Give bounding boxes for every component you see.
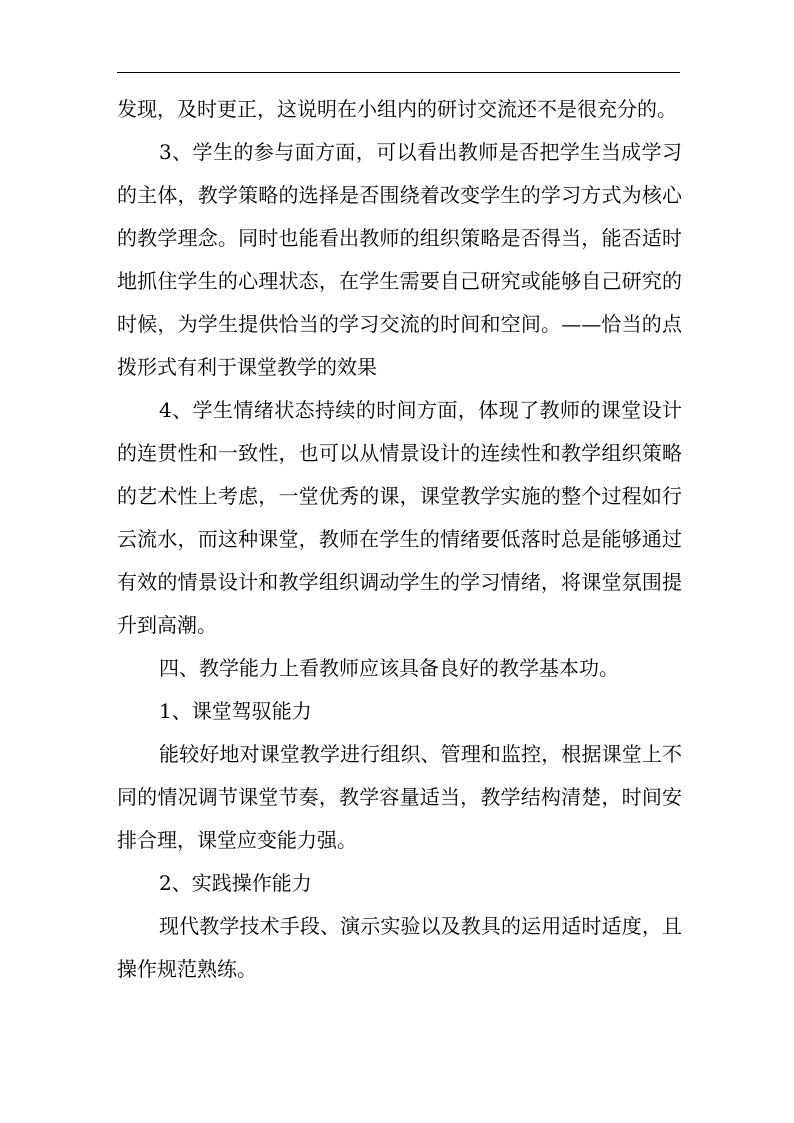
paragraph: 3、学生的参与面方面，可以看出教师是否把学生当成学习的主体，教学策略的选择是否围绕着改变学生的学习方式为核心的教学理念。同时也能看出教师的组织策略是否得当，能否适时地抓住学生的心理状态，在学生需要自己研究或能够自己研究的时候，为学生提供恰当的学习交流的时间和空间。——恰当的点拨形式有利于课堂教学的效果 (117, 140, 682, 379)
paragraph: 现代教学技术手段、演示实验以及教具的运用适时适度，且操作规范熟练。 (117, 914, 682, 981)
header-rule (117, 72, 680, 73)
section-heading: 四、教学能力上看教师应该具备良好的教学基本功。 (159, 656, 619, 680)
subsection-heading: 2、实践操作能力 (159, 871, 312, 895)
paragraph: 能较好地对课堂教学进行组织、管理和监控，根据课堂上不同的情况调节课堂节奏，教学容量适当，教学结构清楚，时间安排合理，课堂应变能力强。 (117, 742, 682, 852)
paragraph: 4、学生情绪状态持续的时间方面，体现了教师的课堂设计的连贯性和一致性，也可以从情景设计的连续性和教学组织策略的艺术性上考虑，一堂优秀的课，课堂教学实施的整个过程如行云流水，而这种课堂，教师在学生的情绪要低落时总是能够通过有效的情景设计和教学组织调动学生的学习情绪，将课堂氛围提升到高潮。 (117, 398, 682, 637)
document-body (117, 88, 682, 991)
subsection-heading: 1、课堂驾驭能力 (159, 699, 312, 723)
paragraph: 发现，及时更正，这说明在小组内的研讨交流还不是很充分的。 (117, 97, 677, 121)
